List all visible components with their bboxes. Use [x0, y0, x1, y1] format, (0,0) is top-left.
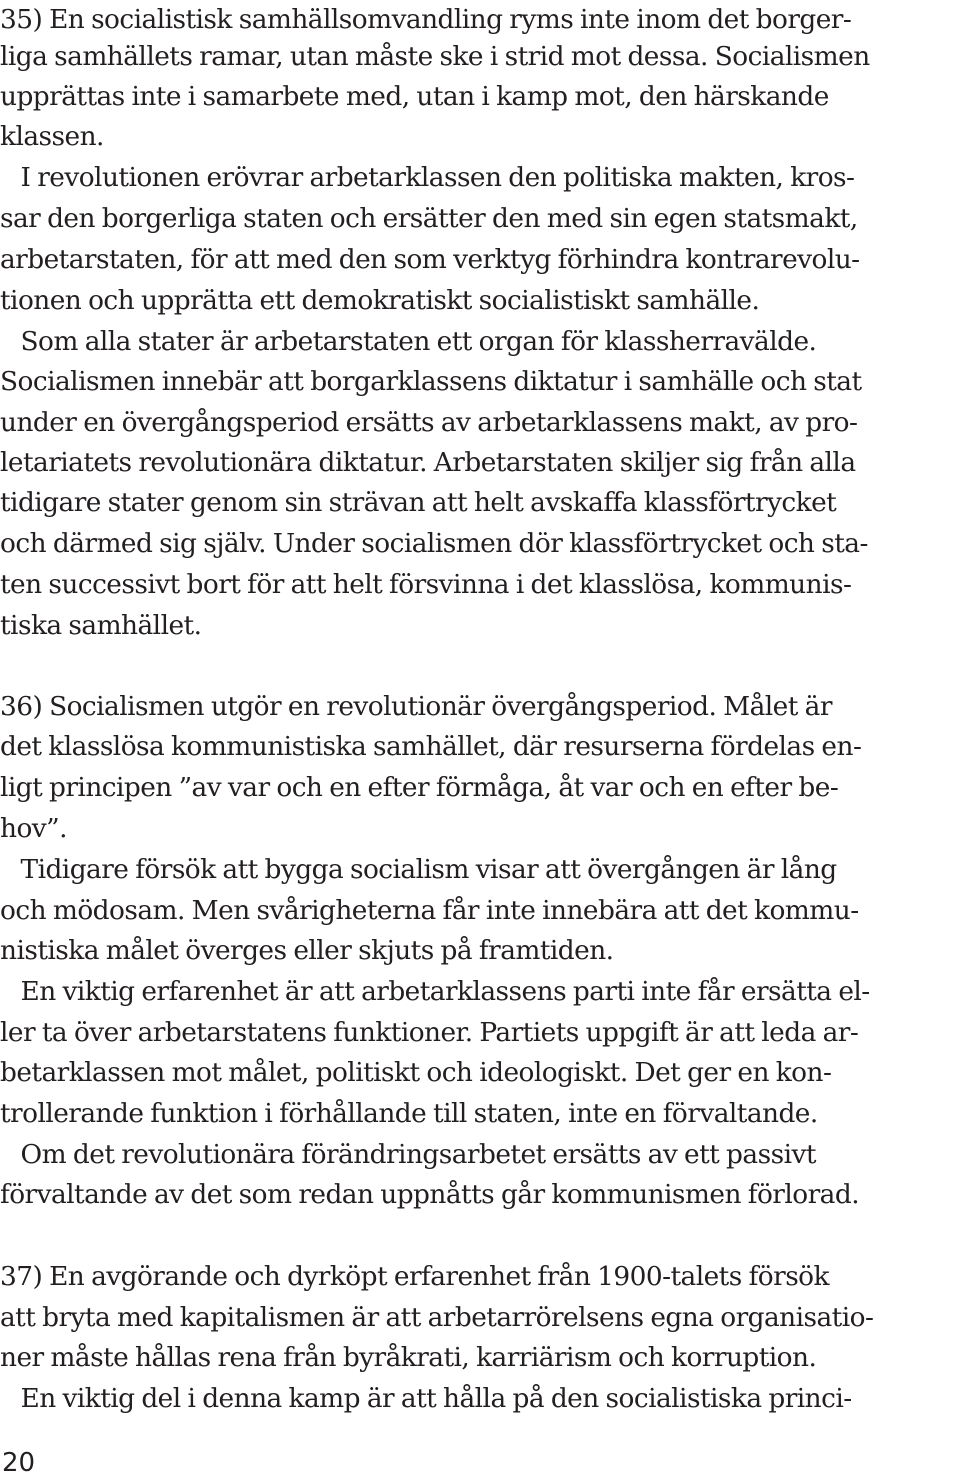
text-line: tionen och upprätta ett demokratiskt socialistiskt samhälle.: [0, 285, 760, 316]
text-line: förvaltande av det som redan uppnåtts går kommunismen förlorad.: [0, 1179, 860, 1210]
text-line: ten successivt bort för att helt försvinna i det klasslösa, kommunis-: [0, 569, 852, 600]
text-line: under en övergångsperiod ersätts av arbetarklassens makt, av pro-: [0, 407, 858, 438]
text-line: ler ta över arbetarstatens funktioner. Partiets uppgift är att leda ar-: [0, 1017, 859, 1048]
text-line: sar den borgerliga staten och ersätter den med sin egen statsmakt,: [0, 203, 858, 234]
text-line: att bryta med kapitalismen är att arbetarrörelsens egna organisatio-: [0, 1302, 874, 1333]
text-line: 35) En socialistisk samhällsomvandling ryms inte inom det borger-: [0, 4, 852, 35]
text-line: I revolutionen erövrar arbetarklassen den politiska makten, kros-: [0, 162, 855, 193]
text-line: det klasslösa kommunistiska samhället, där resurserna fördelas en-: [0, 731, 862, 762]
text-line: nistiska målet överges eller skjuts på framtiden.: [0, 935, 614, 966]
text-line: klassen.: [0, 121, 104, 152]
text-line: Tidigare försök att bygga socialism visar att övergången är lång: [0, 854, 837, 885]
text-line: Om det revolutionära förändringsarbetet ersätts av ett passivt: [0, 1139, 816, 1170]
text-line: upprättas inte i samarbete med, utan i kamp mot, den härskande: [0, 81, 829, 112]
text-line: 36) Socialismen utgör en revolutionär övergångsperiod. Målet är: [0, 691, 832, 722]
text-line: arbetarstaten, för att med den som verktyg förhindra kontrarevolu-: [0, 244, 860, 275]
text-line: ligt principen ”av var och en efter förmåga, åt var och en efter be-: [0, 772, 839, 803]
text-line: och mödosam. Men svårigheterna får inte innebära att det kommu-: [0, 895, 859, 926]
text-line: En viktig del i denna kamp är att hålla på den socialistiska princi-: [0, 1383, 852, 1414]
text-line: tidigare stater genom sin strävan att helt avskaffa klassförtrycket: [0, 487, 837, 518]
text-line: och därmed sig själv. Under socialismen dör klassförtrycket och sta-: [0, 528, 868, 559]
text-line: Socialismen innebär att borgarklassens diktatur i samhälle och stat: [0, 366, 862, 397]
text-line: En viktig erfarenhet är att arbetarklassens parti inte får ersätta el-: [0, 976, 870, 1007]
text-line: liga samhällets ramar, utan måste ske i strid mot dessa. Socialismen: [0, 41, 870, 72]
text-line: letariatets revolutionära diktatur. Arbetarstaten skiljer sig från alla: [0, 447, 856, 478]
text-line: ner måste hållas rena från byråkrati, karriärism och korruption.: [0, 1342, 817, 1373]
text-line: hov”.: [0, 813, 67, 844]
text-line: Som alla stater är arbetarstaten ett organ för klassherravälde.: [0, 326, 817, 357]
text-line: trollerande funktion i förhållande till staten, inte en förvaltande.: [0, 1098, 818, 1129]
text-line: tiska samhället.: [0, 610, 202, 641]
page-number: 20: [2, 1448, 36, 1478]
text-line: 37) En avgörande och dyrköpt erfarenhet från 1900-talets försök: [0, 1261, 829, 1292]
text-line: betarklassen mot målet, politiskt och ideologiskt. Det ger en kon-: [0, 1057, 832, 1088]
